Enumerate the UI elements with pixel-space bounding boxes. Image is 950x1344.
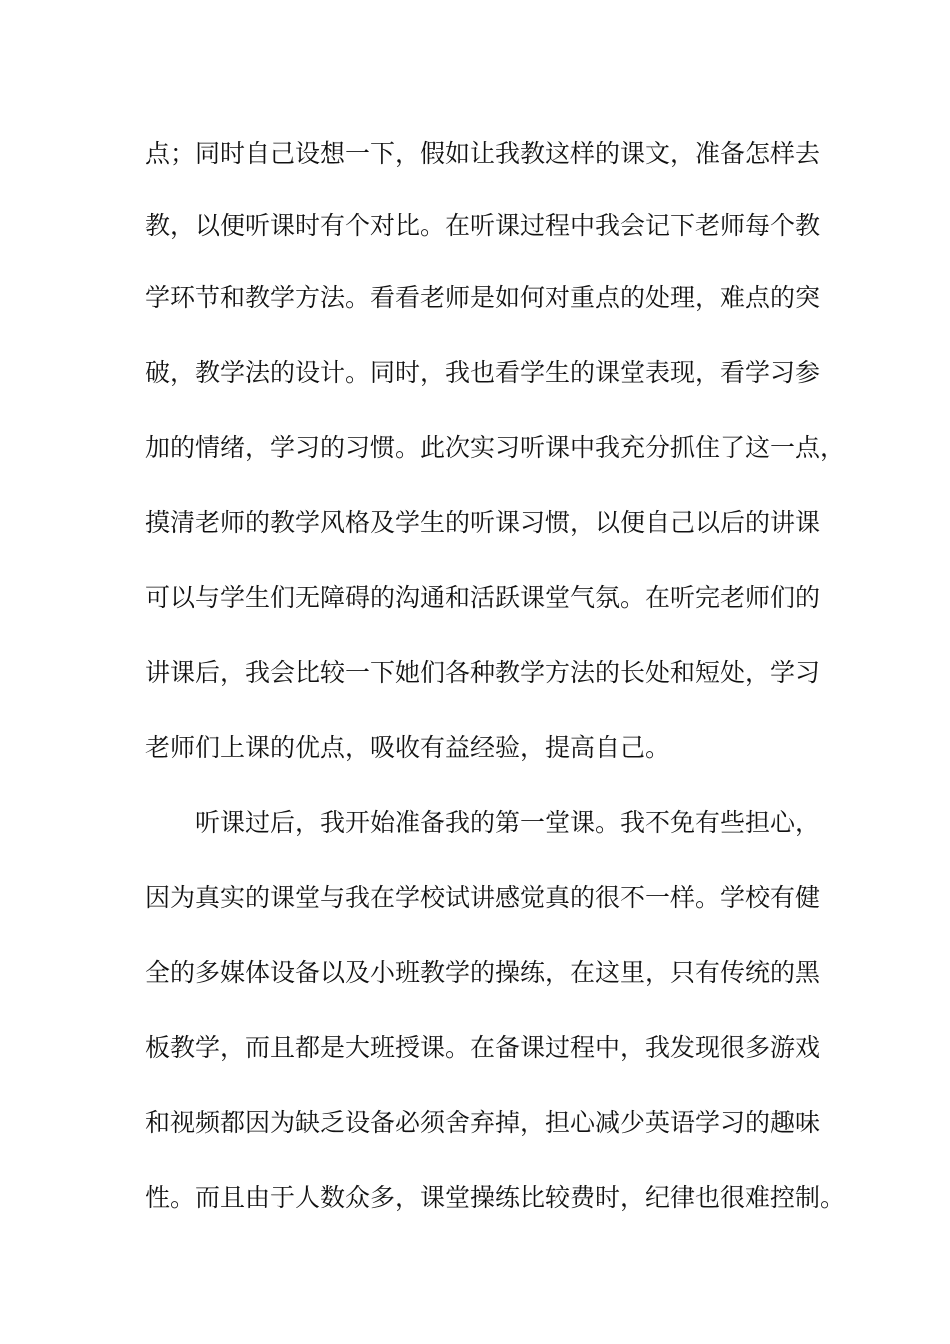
text-line: 教，以便听课时有个对比。在听课过程中我会记下老师每个教 <box>145 211 821 240</box>
text-line: 点；同时自己设想一下，假如让我教这样的课文，准备怎样去 <box>145 139 821 168</box>
text-line: 因为真实的课堂与我在学校试讲感觉真的很不一样。学校有健 <box>145 883 821 912</box>
paragraph-first-line: 听课过后，我开始准备我的第一堂课。我不免有些担心， <box>195 808 821 837</box>
text-line: 讲课后，我会比较一下她们各种教学方法的长处和短处，学习 <box>145 658 821 687</box>
text-line: 加的情绪，学习的习惯。此次实习听课中我充分抓住了这一点， <box>145 433 846 462</box>
text-line: 学环节和教学方法。看看老师是如何对重点的处理，难点的突 <box>145 283 821 312</box>
text-line: 摸清老师的教学风格及学生的听课习惯，以便自己以后的讲课 <box>145 508 821 537</box>
text-line: 全的多媒体设备以及小班教学的操练，在这里，只有传统的黑 <box>145 958 821 987</box>
text-line: 可以与学生们无障碍的沟通和活跃课堂气氛。在听完老师们的 <box>145 583 821 612</box>
text-line: 老师们上课的优点，吸收有益经验，提高自己。 <box>145 733 671 762</box>
text-line: 破，教学法的设计。同时，我也看学生的课堂表现，看学习参 <box>145 358 821 387</box>
text-line: 板教学，而且都是大班授课。在备课过程中，我发现很多游戏 <box>145 1033 821 1062</box>
text-line: 和视频都因为缺乏设备必须舍弃掉，担心减少英语学习的趣味 <box>145 1108 821 1137</box>
text-line: 性。而且由于人数众多，课堂操练比较费时，纪律也很难控制。 <box>145 1183 846 1212</box>
